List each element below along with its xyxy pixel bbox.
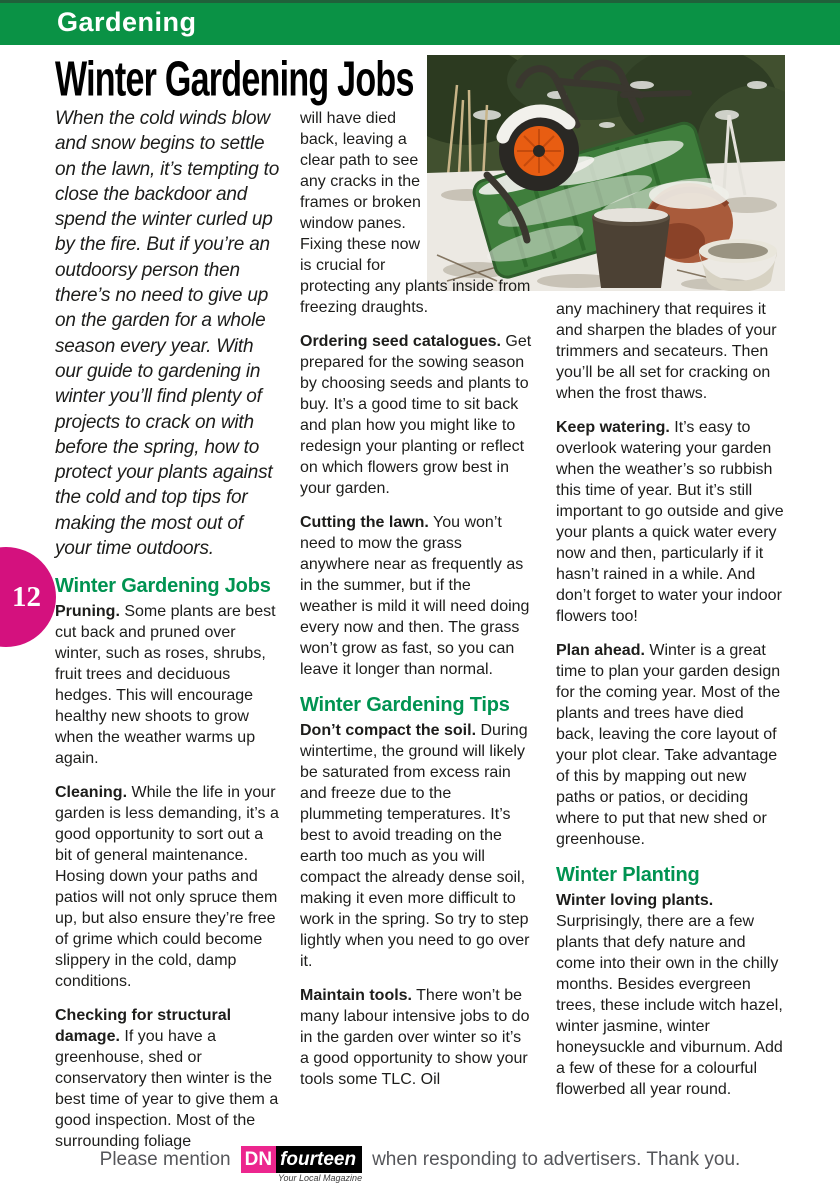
continuation-beside-photo: will have died back, leaving a clear path to see any cracks in the frames or broken window panes. Fixing these now is crucial for <box>300 110 421 274</box>
column-2 <box>300 108 532 1103</box>
paragraph-tools: Maintain tools. There won’t be many labour intensive jobs to do in the garden over winter so it’s a good opportunity to show your tools some TLC. Oil <box>300 987 530 1088</box>
paragraph-plants: Winter loving plants. Surprisingly, there are a few plants that defy nature and come into their own in the chilly months. Besides evergreen trees, these include witch hazel, winter jasmine, winter honeysuckle and viburnum. Add a few of these for a colourful flowerbed all year round. <box>556 892 783 1098</box>
lead-pruning: Pruning. <box>55 603 120 621</box>
lead-cleaning: Cleaning. <box>55 784 128 802</box>
heading-winter-planting: Winter Planting <box>556 864 700 886</box>
section-label: Gardening <box>57 7 197 37</box>
lead-plants: Winter loving plants. <box>556 892 714 909</box>
lead-ordering: Ordering seed catalogues. <box>300 333 501 350</box>
logo-dn: DN <box>241 1146 276 1173</box>
paragraph-watering: Keep watering. It’s easy to overlook watering your garden when the weather’s so rubbish this time of year. But it’s still important to go outside and give your plants a quick water every now and then, particularly if it hasn’t rained in a while. And don’t forget to water your indoor flowers too! <box>556 419 784 625</box>
paragraph-cutting: Cutting the lawn. You won’t need to mow the grass anywhere near as frequently as in the summer, but if the weather is mild it will need doing every now and then. The grass won’t grow as fast, so you can leave it longer than normal. <box>300 514 530 678</box>
lead-cutting: Cutting the lawn. <box>300 514 429 531</box>
paragraph-plan: Plan ahead. Winter is a great time to plan your garden design for the coming year. Most of the plants and trees have died back, leaving the core layout of your plot clear. Take advantage of this by mapping out new paths or patios, or deciding where to put that new shed or greenhouse. <box>556 642 781 848</box>
footer <box>0 1146 840 1183</box>
heading-winter-gardening-tips: Winter Gardening Tips <box>300 694 510 716</box>
column-1 <box>55 106 283 1165</box>
intro-paragraph: When the cold winds blow and snow begins to settle on the lawn, it’s tempting to close the backdoor and spend the winter curled up by the fire. But if you’re an outdoorsy person then there’s no need to give up on the garden for a whole season every year. With our guide to gardening in winter you’ll find plenty of projects to crack on with before the spring, how to protect your plants against the cold and top tips for making the most out of your time outdoors. <box>55 108 280 560</box>
column-3 <box>556 299 786 1113</box>
continuation-below-photo: protecting any plants inside from freezing draughts. <box>300 278 531 316</box>
paragraph-cleaning: Cleaning. While the life in your garden is less demanding, it’s a good opportunity to sort out a bit of general maintenance. Hosing down your paths and patios will not only spruce them up, but also ensure they’re free of grime which could become slippery in the cold, damp conditions. <box>55 784 279 991</box>
paragraph-pruning: Pruning. Some plants are best cut back and pruned over winter, such as roses, shrubs, fruit trees and deciduous hedges. This will encourage healthy new shoots to grow when the weather warms up again. <box>55 603 276 768</box>
lead-checking: Checking for structural damage. <box>55 1007 232 1046</box>
footer-text-after: when responding to advertisers. Thank you. <box>372 1148 741 1170</box>
heading-winter-gardening-jobs: Winter Gardening Jobs <box>55 575 271 598</box>
footer-text-before: Please mention <box>99 1148 231 1170</box>
logo-tagline: Your Local Magazine <box>278 1173 363 1183</box>
continuation-tools: any machinery that requires it and sharpen the blades of your trimmers and secateurs. Then you’ll be all set for cracking on when the frost thaws. <box>556 301 777 402</box>
paragraph-ordering: Ordering seed catalogues. Get prepared for the sowing season by choosing seeds and plants to buy. It’s a good time to sit back and plan how you might like to redesign your planting or reflect on which flowers grow best in your garden. <box>300 333 532 497</box>
lead-plan: Plan ahead. <box>556 642 645 659</box>
lead-soil: Don’t compact the soil. <box>300 722 477 739</box>
lead-watering: Keep watering. <box>556 419 670 436</box>
paragraph-soil: Don’t compact the soil. During wintertime, the ground will likely be saturated from excess rain and freeze due to the plummeting temperatures. It’s best to avoid treading on the earth too much as you will compact the already dense soil, making it even more difficult to work in the spring. So try to step lightly when you need to go over it. <box>300 722 530 970</box>
paragraph-checking: Checking for structural damage. If you have a greenhouse, shed or conservatory then winter is the best time of year to give them a good inspection. Most of the surrounding foliage <box>55 1007 279 1151</box>
lead-tools: Maintain tools. <box>300 987 412 1004</box>
logo-fourteen: fourteen <box>276 1146 362 1173</box>
page-number: 12 <box>12 581 41 613</box>
article-title: Winter Gardening Jobs <box>55 51 414 107</box>
dnfourteen-logo <box>241 1146 363 1183</box>
section-header-bar <box>0 0 840 45</box>
page-number-badge <box>0 547 56 647</box>
